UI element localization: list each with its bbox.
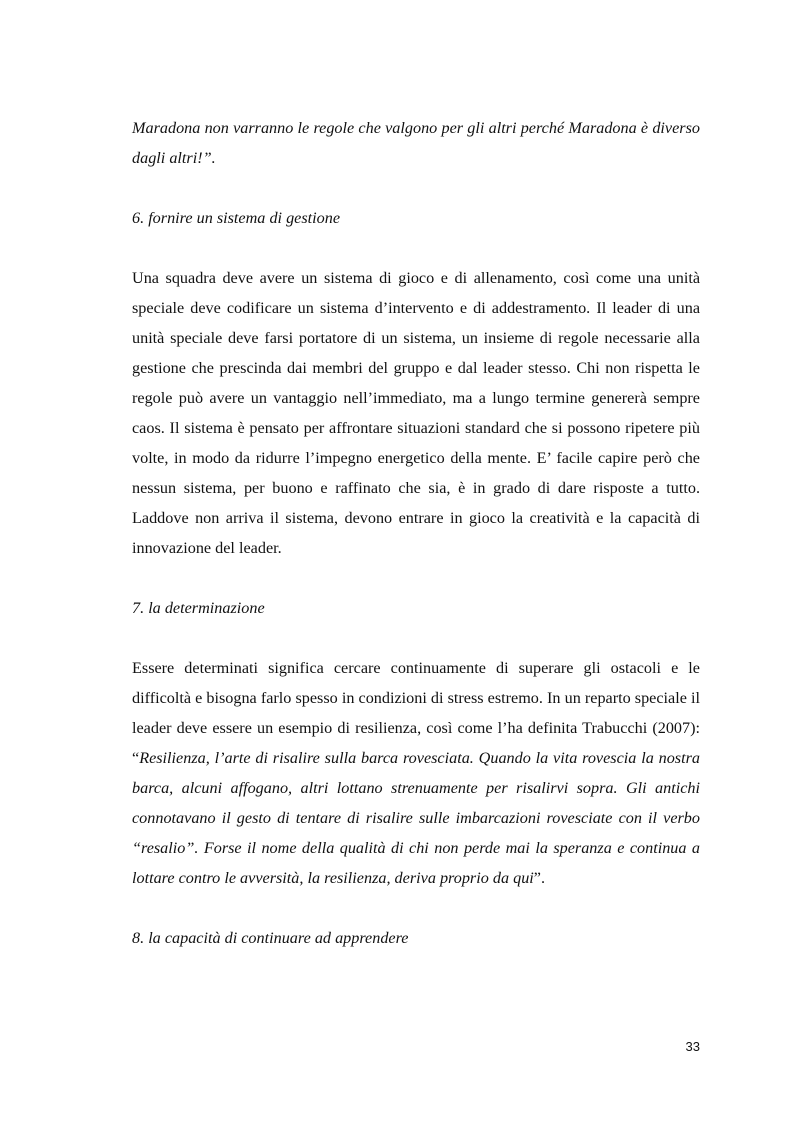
intro-quote-text: Maradona non varranno le regole che valgono per gli altri perché Maradona è diverso dagli altri!”.: [132, 119, 700, 167]
intro-paragraph: [132, 113, 700, 173]
section-7-tail-text: ”.: [533, 869, 546, 887]
page-number: 33: [685, 1039, 700, 1054]
page-body: [132, 113, 700, 983]
section-7-lead-text: Essere determinati significa cercare continuamente di superare gli ostacoli e le difficoltà e bisogna farlo spesso in condizioni di stress estremo. In un reparto speciale il leader deve essere un esempio di resilienza, così come l’ha definita Trabucchi (2007): “: [132, 659, 700, 767]
section-7-heading: 7. la determinazione: [132, 599, 265, 617]
section-7-paragraph: [132, 653, 700, 893]
section-7-quote-text: Resilienza, l’arte di risalire sulla barca rovesciata. Quando la vita rovescia la nostra barca, alcuni affogano, altri lottano strenuamente per risalirvi sopra. Gli antichi connotavano il gesto di tentare di risalire sulle imbarcazioni rovesciate con il verbo “resalio”. Forse il nome della qualità di chi non perde mai la speranza e continua a lottare contro le avversità, la resilienza, deriva proprio da qui: [132, 749, 700, 887]
section-6-heading: 6. fornire un sistema di gestione: [132, 209, 341, 227]
section-8-heading: 8. la capacità di continuare ad apprendere: [132, 929, 409, 947]
section-6-paragraph: Una squadra deve avere un sistema di gioco e di allenamento, così come una unità speciale deve codificare un sistema d’intervento e di addestramento. Il leader di una unità speciale deve farsi portatore di un sistema, un insieme di regole necessarie alla gestione che prescinda dai membri del gruppo e dal leader stesso. Chi non rispetta le regole può avere un vantaggio nell’immediato, ma a lungo termine genererà sempre caos. Il sistema è pensato per affrontare situazioni standard che si possono ripetere più volte, in modo da ridurre l’impegno energetico della mente. E’ facile capire però che nessun sistema, per buono e raffinato che sia, è in grado di dare risposte a tutto. Laddove non arriva il sistema, devono entrare in gioco la creatività e la capacità di innovazione del leader.: [132, 269, 700, 557]
